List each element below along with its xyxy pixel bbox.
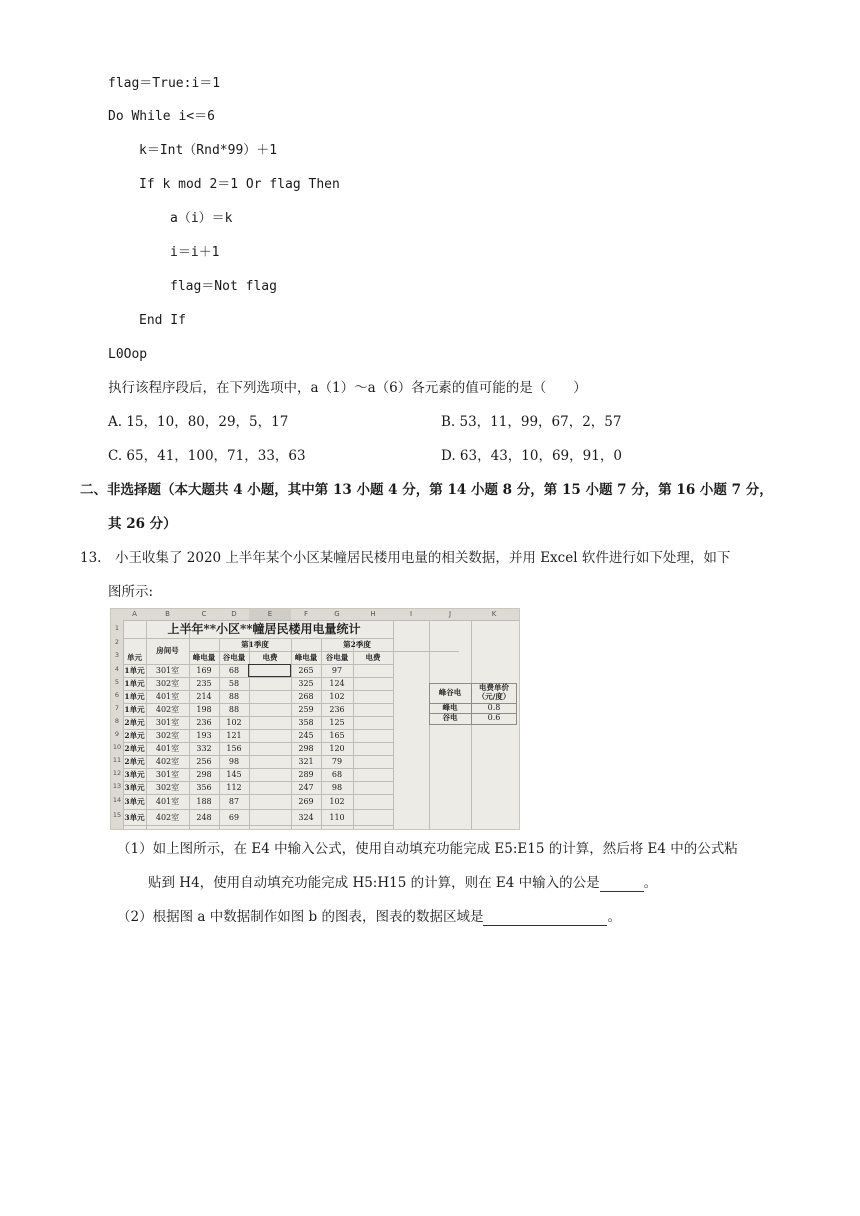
- cell-room: 301室: [155, 666, 180, 675]
- cell-q1-valley: 156: [226, 744, 242, 753]
- cell-q2-peak: 259: [298, 705, 314, 714]
- section-heading-line-1: 二、非选择题（本大题共 4 小题，其中第 13 小题 4 分，第 14 小题 8 分，第 15 小题 7 分，第 16 小题 7 分，: [80, 482, 773, 498]
- row-number: 13: [112, 782, 122, 790]
- price-header-unit-price: 电费单价: [479, 683, 509, 692]
- cell-q1-peak: 356: [196, 783, 212, 792]
- col-letter: F: [303, 610, 309, 618]
- cell-q1-peak: 188: [196, 797, 212, 806]
- cell-unit: 1单元: [124, 692, 145, 701]
- row-number: 2: [114, 638, 120, 646]
- code-line-1: flag＝True:i＝1: [108, 76, 221, 91]
- cell-unit: 2单元: [124, 757, 145, 766]
- cell-q2-peak: 358: [298, 718, 314, 727]
- cell-q1-valley: 69: [228, 813, 240, 822]
- cell-unit: 3单元: [124, 783, 145, 792]
- cell-q1-peak: 169: [196, 666, 212, 675]
- cell-q2-valley: 165: [329, 731, 345, 740]
- cell-q1-peak: 198: [196, 705, 212, 714]
- cell-q2-valley: 120: [329, 744, 345, 753]
- row-number: 4: [114, 665, 120, 673]
- row-number: 15: [112, 811, 122, 819]
- peak-label: 峰电: [442, 703, 458, 712]
- option-a: A. 15，10，80，29，5，17: [108, 414, 289, 430]
- cell-q2-valley: 68: [331, 770, 343, 779]
- code-line-2: Do While i<＝6: [108, 109, 215, 124]
- cell-room: 401室: [155, 797, 180, 806]
- row-number: 6: [114, 691, 120, 699]
- header-valley-q1: 谷电量: [222, 653, 246, 662]
- row-number: 5: [114, 678, 120, 686]
- valley-price: 0.6: [487, 713, 501, 722]
- price-table: [429, 683, 517, 723]
- header-unit: 单元: [127, 653, 142, 662]
- peak-price: 0.8: [487, 703, 501, 712]
- cell-q2-valley: 110: [329, 813, 345, 822]
- cell-q1-peak: 256: [196, 757, 212, 766]
- row-number: 10: [112, 743, 122, 751]
- cell-unit: 1单元: [124, 666, 145, 675]
- cell-q1-valley: 145: [226, 770, 242, 779]
- code-line-9: L0Oop: [108, 347, 148, 362]
- section-heading-line-2: 其 26 分）: [108, 516, 177, 532]
- cell-q2-valley: 79: [331, 757, 343, 766]
- row-number: 12: [112, 769, 122, 777]
- cell-q1-peak: 236: [196, 718, 212, 727]
- cell-q1-valley: 87: [228, 797, 240, 806]
- cell-room: 401室: [155, 692, 180, 701]
- sub-question-2: [117, 908, 621, 926]
- row-number: 7: [114, 704, 120, 712]
- cell-q2-valley: 125: [329, 718, 345, 727]
- cell-q2-peak: 269: [298, 797, 314, 806]
- col-letter: A: [132, 610, 137, 618]
- cell-q2-valley: 97: [331, 666, 343, 675]
- code-line-8: End If: [139, 313, 186, 328]
- cell-q2-peak: 265: [298, 666, 314, 675]
- sub-question-2-text: （2）根据图 a 中数据制作如图 b 的图表，图表的数据区域是: [117, 909, 484, 925]
- cell-q2-valley: 102: [329, 797, 345, 806]
- cell-q1-valley: 102: [226, 718, 242, 727]
- code-line-4: If k mod 2＝1 Or flag Then: [139, 177, 340, 192]
- cell-room: 301室: [155, 770, 180, 779]
- header-q1: 第1季度: [241, 640, 269, 649]
- header-fee-q1: 电费: [262, 653, 278, 662]
- cell-q1-peak: 235: [196, 679, 212, 688]
- spreadsheet-figure: [110, 608, 520, 830]
- code-line-7: flag＝Not flag: [170, 279, 277, 294]
- cell-room: 302室: [155, 679, 180, 688]
- cell-room: 302室: [155, 731, 180, 740]
- cell-q2-valley: 102: [329, 692, 345, 701]
- cell-q1-valley: 112: [226, 783, 242, 792]
- question-12-stem: 执行该程序段后，在下列选项中，a（1）～a（6）各元素的值可能的是（ ）: [108, 380, 587, 396]
- cell-room: 402室: [155, 705, 180, 714]
- cell-room: 301室: [155, 718, 180, 727]
- cell-q1-valley: 58: [228, 679, 240, 688]
- cell-q2-valley: 236: [329, 705, 345, 714]
- cell-q2-peak: 324: [298, 813, 314, 822]
- cell-q1-peak: 214: [196, 692, 212, 701]
- option-b: B. 53，11，99，67，2，57: [441, 414, 622, 430]
- header-fee-q2: 电费: [365, 653, 381, 662]
- cell-unit: 2单元: [124, 718, 145, 727]
- cell-q1-valley: 88: [228, 692, 240, 701]
- answer-blank-2[interactable]: [483, 911, 607, 926]
- header-q2: 第2季度: [343, 640, 371, 649]
- option-d: D. 63，43，10，69，91，0: [441, 448, 622, 464]
- col-letter: K: [491, 610, 497, 618]
- col-letter: J: [448, 610, 452, 618]
- sub-question-1-line-2: [148, 874, 657, 892]
- cell-unit: 1单元: [124, 705, 145, 714]
- cell-unit: 3单元: [124, 770, 145, 779]
- cell-unit: 1单元: [124, 679, 145, 688]
- cell-unit: 2单元: [124, 744, 145, 753]
- code-line-6: i＝i＋1: [170, 245, 220, 260]
- question-13-stem-line-1: 13. 小王收集了 2020 上半年某个小区某幢居民楼用电量的相关数据，并用 Excel 软件进行如下处理，如下: [80, 550, 731, 566]
- col-letter: I: [409, 610, 413, 618]
- header-peak-q1: 峰电量: [192, 653, 216, 662]
- answer-blank-1[interactable]: [600, 877, 644, 892]
- row-number: 8: [114, 717, 120, 725]
- cell-q1-valley: 121: [226, 731, 242, 740]
- cell-q2-peak: 298: [298, 744, 314, 753]
- cell-q2-peak: 268: [298, 692, 314, 701]
- col-letter: D: [231, 610, 237, 618]
- cell-unit: 2单元: [124, 731, 145, 740]
- cell-q2-peak: 245: [298, 731, 314, 740]
- cell-q1-peak: 248: [196, 813, 212, 822]
- col-letter: E: [249, 609, 291, 620]
- cell-q2-peak: 321: [298, 757, 314, 766]
- sub-question-1-end: 。: [643, 875, 658, 891]
- column-header-bar: [111, 609, 519, 621]
- code-line-3: k＝Int（Rnd*99）＋1: [139, 143, 278, 158]
- cell-q1-valley: 88: [228, 705, 240, 714]
- cell-q1-valley: 68: [228, 666, 240, 675]
- option-c: C. 65，41，100，71，33，63: [108, 448, 306, 464]
- valley-label: 谷电: [442, 713, 458, 722]
- code-line-5: a（i）＝k: [170, 211, 233, 226]
- col-letter: G: [334, 610, 340, 618]
- sub-question-2-end: 。: [607, 909, 621, 925]
- cell-room: 401室: [155, 744, 180, 753]
- question-13-stem-line-2: 图所示:: [108, 584, 154, 600]
- cell-q1-peak: 298: [196, 770, 212, 779]
- cell-q2-peak: 325: [298, 679, 314, 688]
- cell-room: 302室: [155, 783, 180, 792]
- row-number: 14: [112, 796, 122, 804]
- cell-q2-peak: 289: [298, 770, 314, 779]
- row-number: 3: [114, 651, 120, 659]
- cell-q2-valley: 124: [329, 679, 345, 688]
- sub-question-1-line-1: （1）如上图所示，在 E4 中输入公式，使用自动填充功能完成 E5:E15 的计算，然后将 E4 中的公式粘: [117, 841, 738, 857]
- col-letter: B: [165, 610, 170, 618]
- cell-room: 402室: [155, 757, 180, 766]
- sub-question-1-text: 贴到 H4，使用自动填充功能完成 H5:H15 的计算，则在 E4 中输入的公是: [148, 875, 600, 891]
- row-number: 1: [114, 624, 120, 632]
- cell-q1-peak: 193: [196, 731, 212, 740]
- header-valley-q2: 谷电量: [325, 653, 349, 662]
- cell-unit: 3单元: [124, 797, 145, 806]
- cell-q1-peak: 332: [196, 744, 212, 753]
- price-header-type: 峰谷电: [438, 688, 462, 697]
- col-letter: C: [201, 610, 207, 618]
- cell-q2-valley: 98: [331, 783, 343, 792]
- cell-room: 402室: [155, 813, 180, 822]
- row-number: 9: [114, 730, 120, 738]
- cell-q1-valley: 98: [228, 757, 240, 766]
- cell-unit: 3单元: [124, 813, 145, 822]
- selected-cell-e4[interactable]: [248, 664, 291, 677]
- price-header-unit: （元/度）: [477, 692, 511, 701]
- sheet-title: 上半年**小区**幢居民楼用电量统计: [167, 622, 361, 636]
- header-room: 房间号: [156, 646, 179, 655]
- col-letter: H: [370, 610, 376, 618]
- header-peak-q2: 峰电量: [294, 653, 318, 662]
- row-number: 11: [112, 756, 122, 764]
- cell-q2-peak: 247: [298, 783, 314, 792]
